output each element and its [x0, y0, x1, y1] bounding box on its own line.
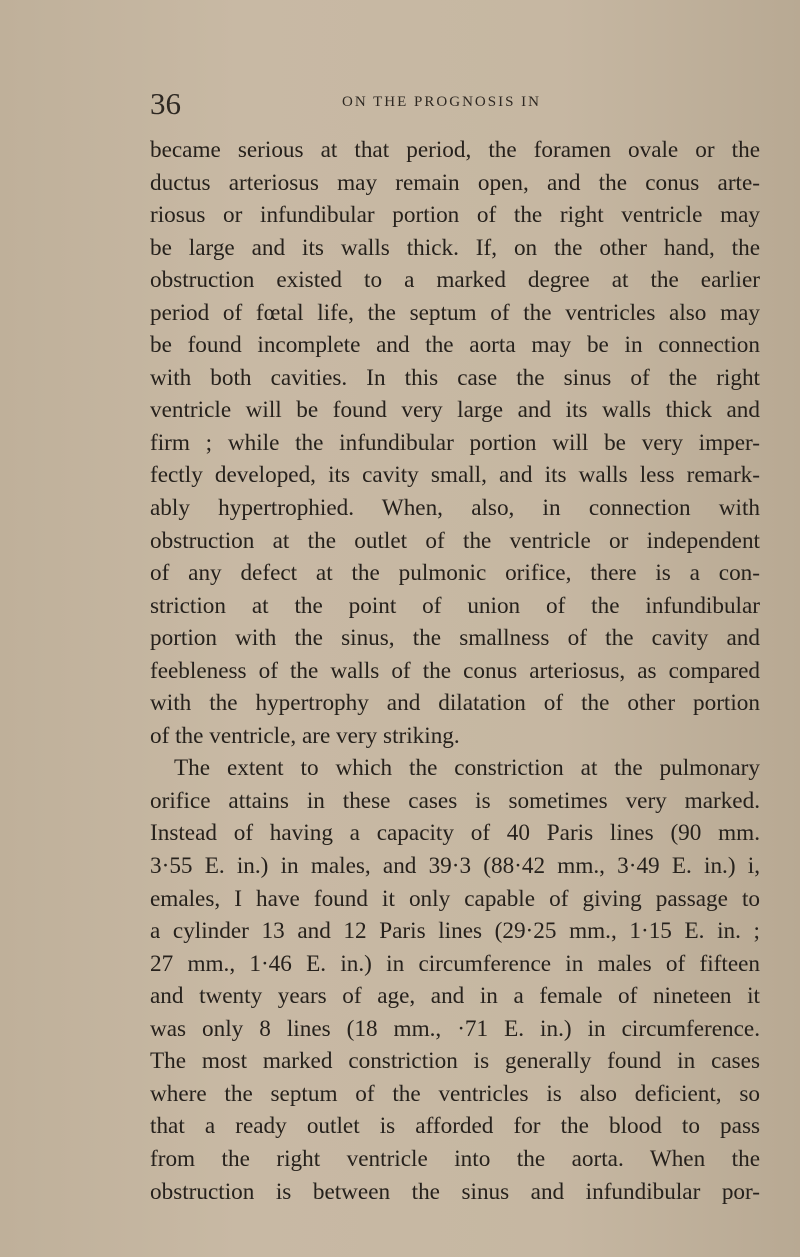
text-line: obstruction existed to a marked degree at the earlier [150, 267, 760, 294]
text-line: and twenty years of age, and in a female of nineteen it [150, 983, 760, 1010]
text-line: striction at the point of union of the infundibular [150, 592, 760, 619]
text-line: feebleness of the walls of the conus arteriosus, as compared [150, 657, 760, 684]
body-text [150, 134, 760, 1208]
text-line: from the right ventricle into the aorta. When the [150, 1145, 760, 1172]
text-line: ably hypertrophied. When, also, in connection with [150, 495, 760, 522]
text-line: that a ready outlet is afforded for the blood to pass [150, 1113, 760, 1140]
text-line: The most marked constriction is generally found in cases [150, 1048, 760, 1075]
text-line: ventricle will be found very large and its walls thick and [150, 397, 760, 424]
text-line: emales, I have found it only capable of giving passage to [150, 885, 760, 912]
text-line: be large and its walls thick. If, on the other hand, the [150, 234, 760, 261]
text-line: riosus or infundibular portion of the right ventricle may [150, 202, 760, 229]
text-line: obstruction is between the sinus and infundibular por- [150, 1178, 760, 1205]
text-line: period of fœtal life, the septum of the ventricles also may [150, 299, 760, 326]
text-line: 3·55 E. in.) in males, and 39·3 (88·42 mm., 3·49 E. in.) i, [150, 853, 760, 880]
page-number: 36 [150, 86, 181, 121]
text-line: where the septum of the ventricles is also deficient, so [150, 1080, 760, 1107]
text-line: became serious at that period, the foramen ovale or the [150, 137, 760, 163]
text-line: obstruction at the outlet of the ventricle or independent [150, 527, 760, 554]
text-line: orifice attains in these cases is sometimes very marked. [150, 787, 760, 814]
text-line: ductus arteriosus may remain open, and the conus arte- [150, 169, 760, 196]
text-line: firm ; while the infundibular portion will be very imper- [150, 429, 760, 456]
text-line: 27 mm., 1·46 E. in.) in circumference in males of fifteen [150, 950, 760, 977]
text-line: be found incomplete and the aorta may be in connection [150, 332, 760, 359]
text-line: a cylinder 13 and 12 Paris lines (29·25 mm., 1·15 E. in. ; [150, 918, 760, 945]
page-header [150, 86, 760, 120]
text-line: was only 8 lines (18 mm., ·71 E. in.) in circumference. [150, 1015, 760, 1042]
text-line: portion with the sinus, the smallness of the cavity and [150, 625, 760, 652]
text-line: with both cavities. In this case the sinus of the right [150, 364, 760, 391]
text-line: Instead of having a capacity of 40 Paris lines (90 mm. [150, 820, 760, 847]
text-line: The extent to which the constriction at the pulmonary [174, 755, 760, 782]
text-line: of any defect at the pulmonic orifice, there is a con- [150, 560, 760, 587]
text-line: with the hypertrophy and dilatation of the other portion [150, 690, 760, 717]
running-head: ON THE PROGNOSIS IN [342, 94, 541, 110]
text-line: of the ventricle, are very striking. [150, 722, 460, 749]
text-line: fectly developed, its cavity small, and its walls less remark- [150, 462, 760, 489]
